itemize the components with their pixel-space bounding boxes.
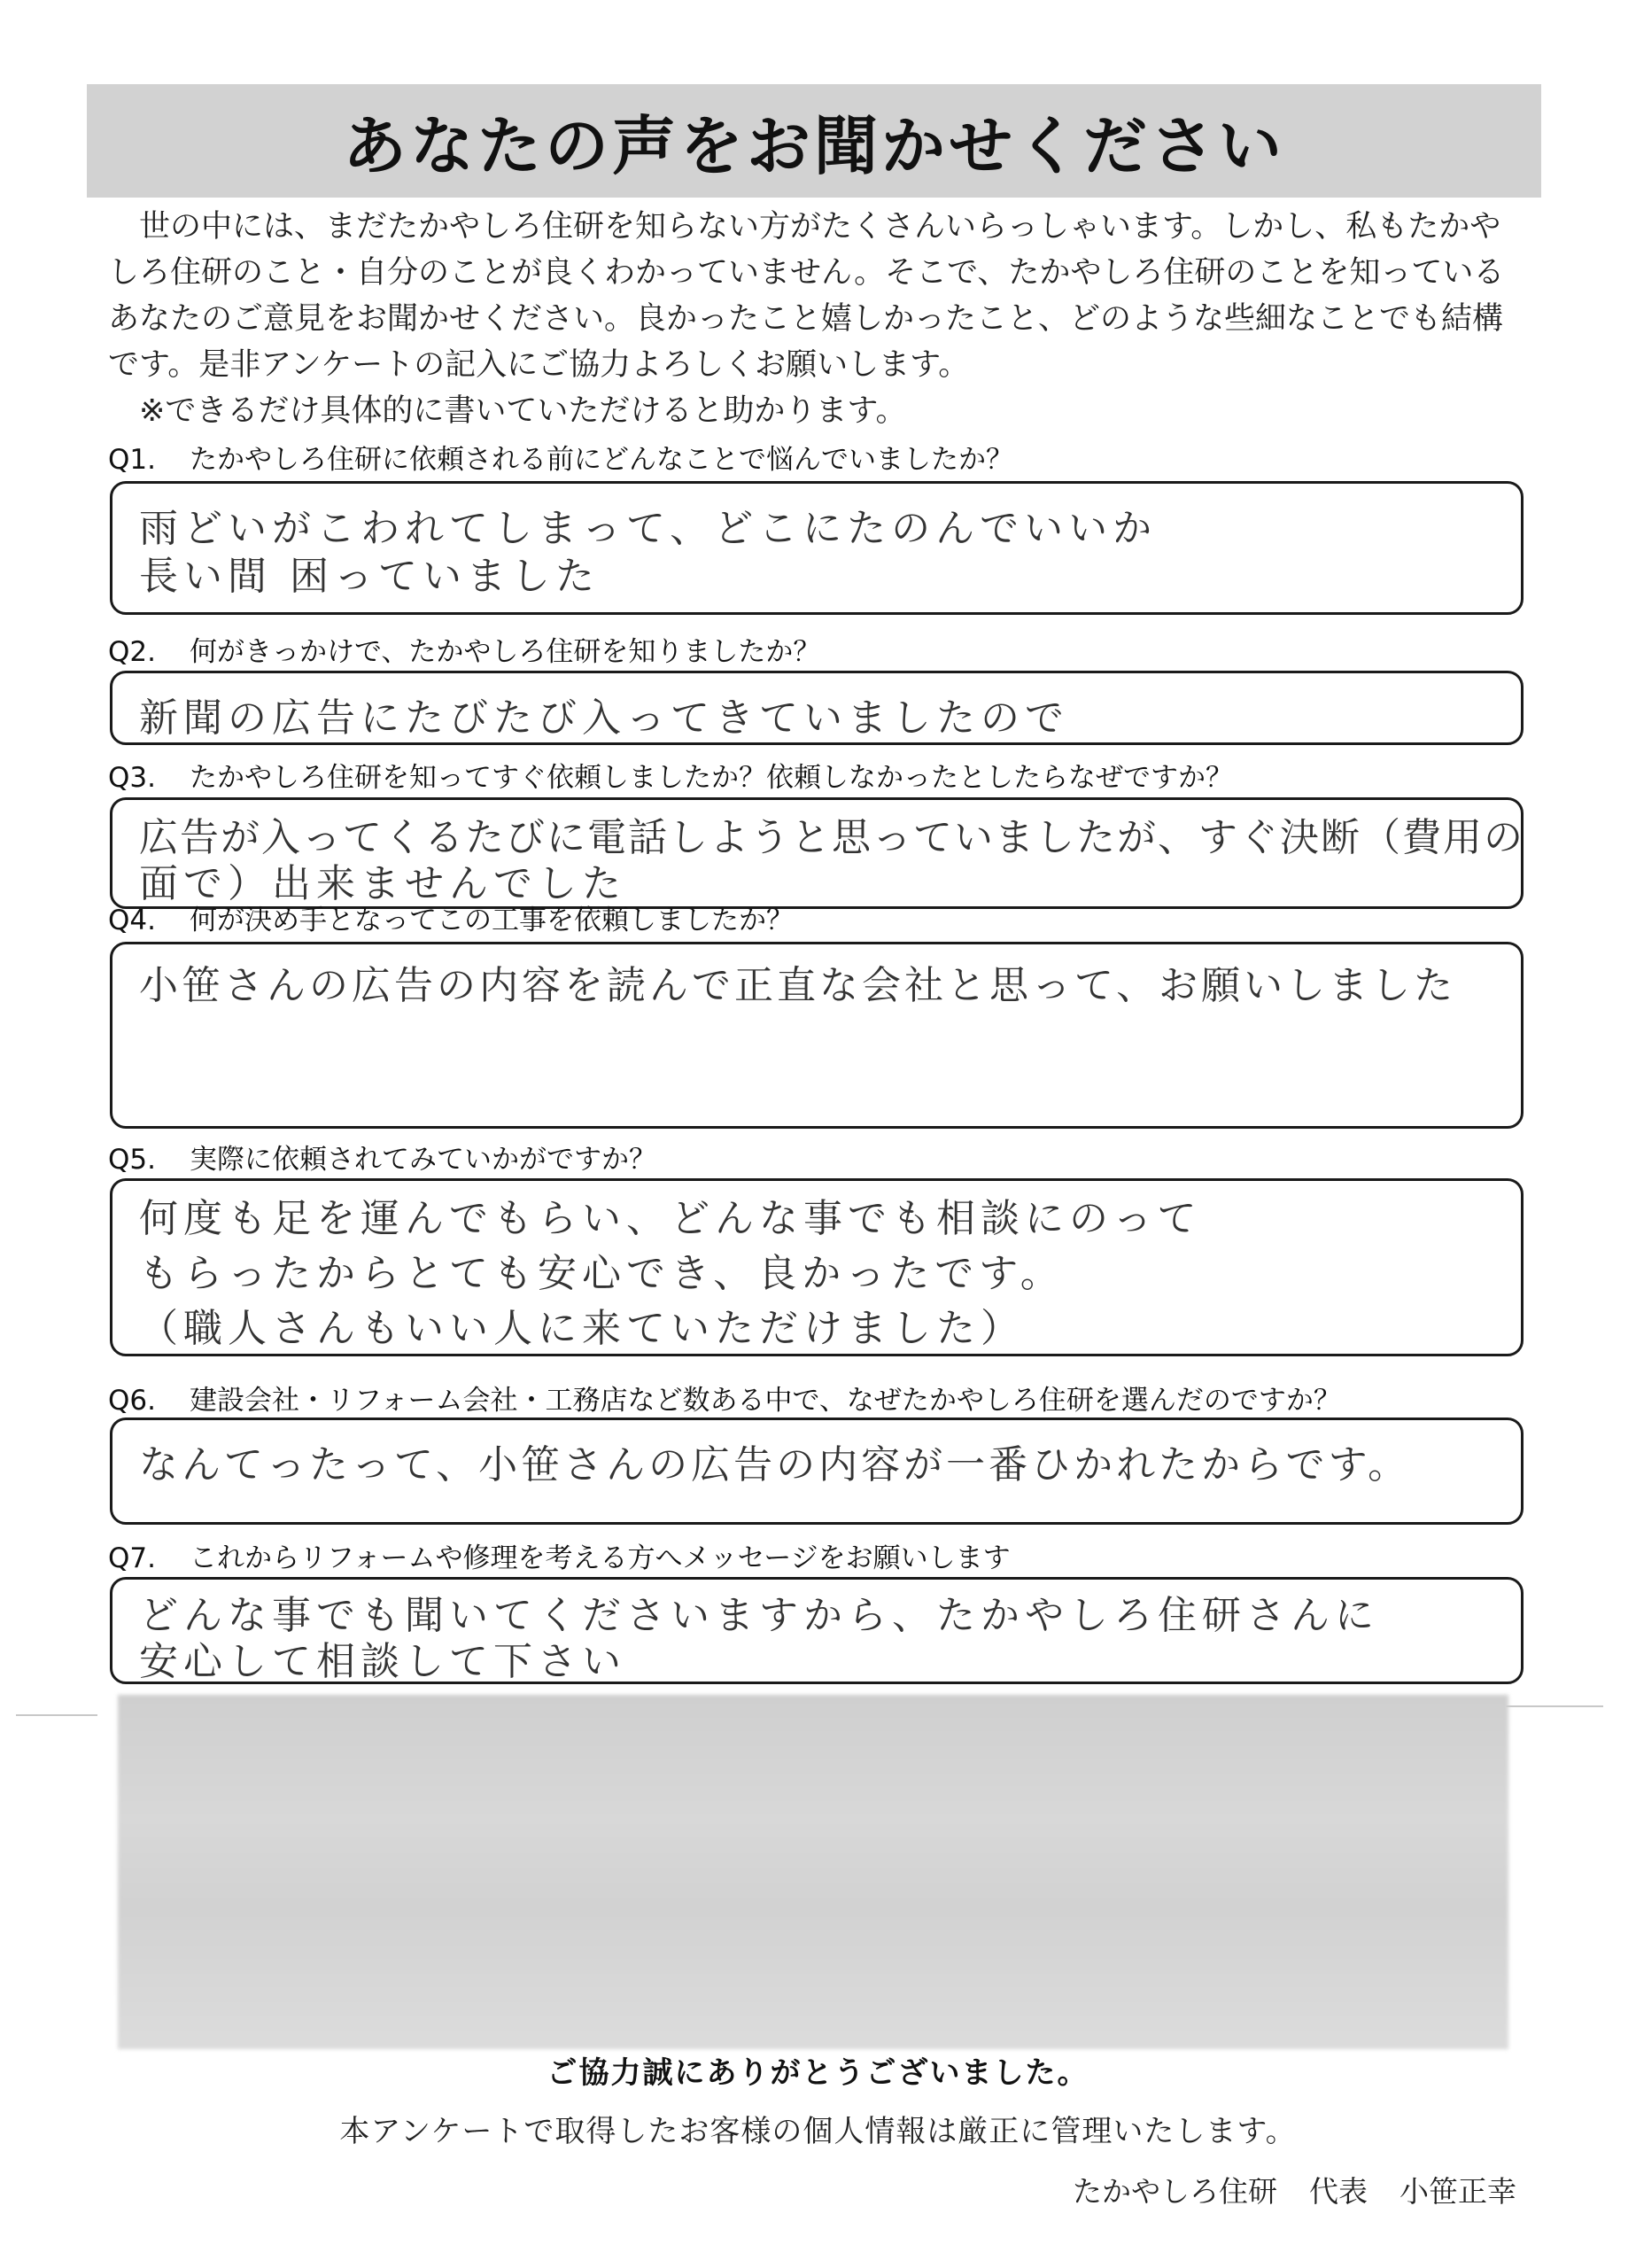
- handwritten-answer-line: どんな事でも聞いてくださいますから、たかやしろ住研さんに: [139, 1593, 1379, 1638]
- signature-line: [1073, 2169, 1516, 2210]
- handwritten-answer-line: 広告が入ってくるたびに電話しようと思っていましたが、すぐ決断（費用の: [139, 815, 1524, 860]
- scan-edge-mark: [1506, 1705, 1603, 1707]
- handwritten-answer-line: 安心して相談して下さい: [139, 1639, 626, 1684]
- handwritten-answer-line: 長い間 困っていました: [139, 554, 600, 599]
- question-text: 何が決め手となってこの工事を依頼しましたか？: [190, 905, 794, 936]
- intro-text: [108, 204, 1525, 434]
- question-number: Q1.: [108, 444, 156, 476]
- question-7: [108, 1535, 1011, 1575]
- handwritten-answer-line: 雨どいがこわれてしまって、どこにたのんでいいか: [139, 506, 1158, 551]
- scan-edge-mark: [16, 1714, 97, 1716]
- answer-box-4: [110, 942, 1524, 1129]
- question-text: たかやしろ住研を知ってすぐ依頼しましたか？依頼しなかったとしたらなぜですか？: [190, 762, 1233, 794]
- page-title: あなたの声をお聞かせください: [342, 109, 1285, 183]
- question-text: 建設会社・リフォーム会社・工務店など数ある中で、なぜたかやしろ住研を選んだのですか？: [190, 1385, 1341, 1417]
- handwritten-answer-line: 面で）出来ませんでした: [139, 861, 626, 906]
- handwritten-answer-line: 小笹さんの広告の内容を読んで正直な会社と思って、お願いしました: [139, 963, 1457, 1008]
- representative-title: 代表: [1309, 2174, 1368, 2209]
- question-number: Q5.: [108, 1144, 156, 1176]
- redacted-photo-area: [118, 1695, 1508, 2049]
- answer-box-7: [110, 1577, 1524, 1684]
- question-number: Q3.: [108, 762, 156, 794]
- title-banner: [87, 84, 1541, 198]
- answer-box-6: [110, 1418, 1524, 1525]
- answer-box-5: [110, 1178, 1524, 1356]
- answer-box-1: [110, 481, 1524, 615]
- question-4: [108, 897, 794, 937]
- handwritten-answer-line: もらったからとても安心でき、良かったです。: [139, 1251, 1065, 1296]
- question-3: [108, 755, 1233, 795]
- question-text: これからリフォームや修理を考える方へメッセージをお願いします: [190, 1542, 1011, 1574]
- question-1: [108, 437, 1013, 477]
- question-6: [108, 1378, 1341, 1418]
- handwritten-answer-line: なんてったって、小笹さんの広告の内容が一番ひかれたからです。: [139, 1442, 1411, 1487]
- question-5: [108, 1137, 656, 1177]
- answer-box-2: [110, 671, 1524, 745]
- question-text: たかやしろ住研に依頼される前にどんなことで悩んでいましたか？: [190, 444, 1013, 476]
- question-number: Q6.: [108, 1385, 156, 1417]
- answer-box-3: [110, 797, 1524, 909]
- intro-note: ※できるだけ具体的に書いていただけると助かります。: [139, 393, 907, 429]
- question-text: 何がきっかけで、たかやしろ住研を知りましたか？: [190, 636, 821, 668]
- handwritten-answer-line: 何度も足を運んでもらい、どんな事でも相談にのって: [139, 1196, 1202, 1241]
- thank-you-message: ご協力誠にありがとうございました。: [547, 2055, 1089, 2091]
- handwritten-answer-line: 新聞の広告にたびたび入ってきていましたので: [139, 695, 1069, 741]
- question-number: Q2.: [108, 636, 156, 668]
- question-number: Q4.: [108, 905, 156, 936]
- company-name: たかやしろ住研: [1073, 2174, 1277, 2209]
- handwritten-answer-line: （職人さんもいい人に来ていただけました）: [139, 1306, 1025, 1351]
- question-text: 実際に依頼されてみていかがですか？: [190, 1144, 656, 1176]
- question-2: [108, 629, 820, 669]
- representative-name: 小笹正幸: [1400, 2174, 1516, 2209]
- intro-paragraph: 世の中には、まだたかやしろ住研を知らない方がたくさんいらっしゃいます。しかし、私もたかやしろ住研のこと・自分のことが良くわかっていません。そこで、たかやしろ住研のことを知っているあなたのご意見をお聞かせください。良かったこと嬉しかったこと、どのような些細なことでも結構です。是非アンケートの記入にご協力よろしくお願いします。: [108, 209, 1505, 383]
- privacy-notice: 本アンケートで取得したお客様の個人情報は厳正に管理いたします。: [339, 2114, 1297, 2149]
- question-number: Q7.: [108, 1542, 156, 1574]
